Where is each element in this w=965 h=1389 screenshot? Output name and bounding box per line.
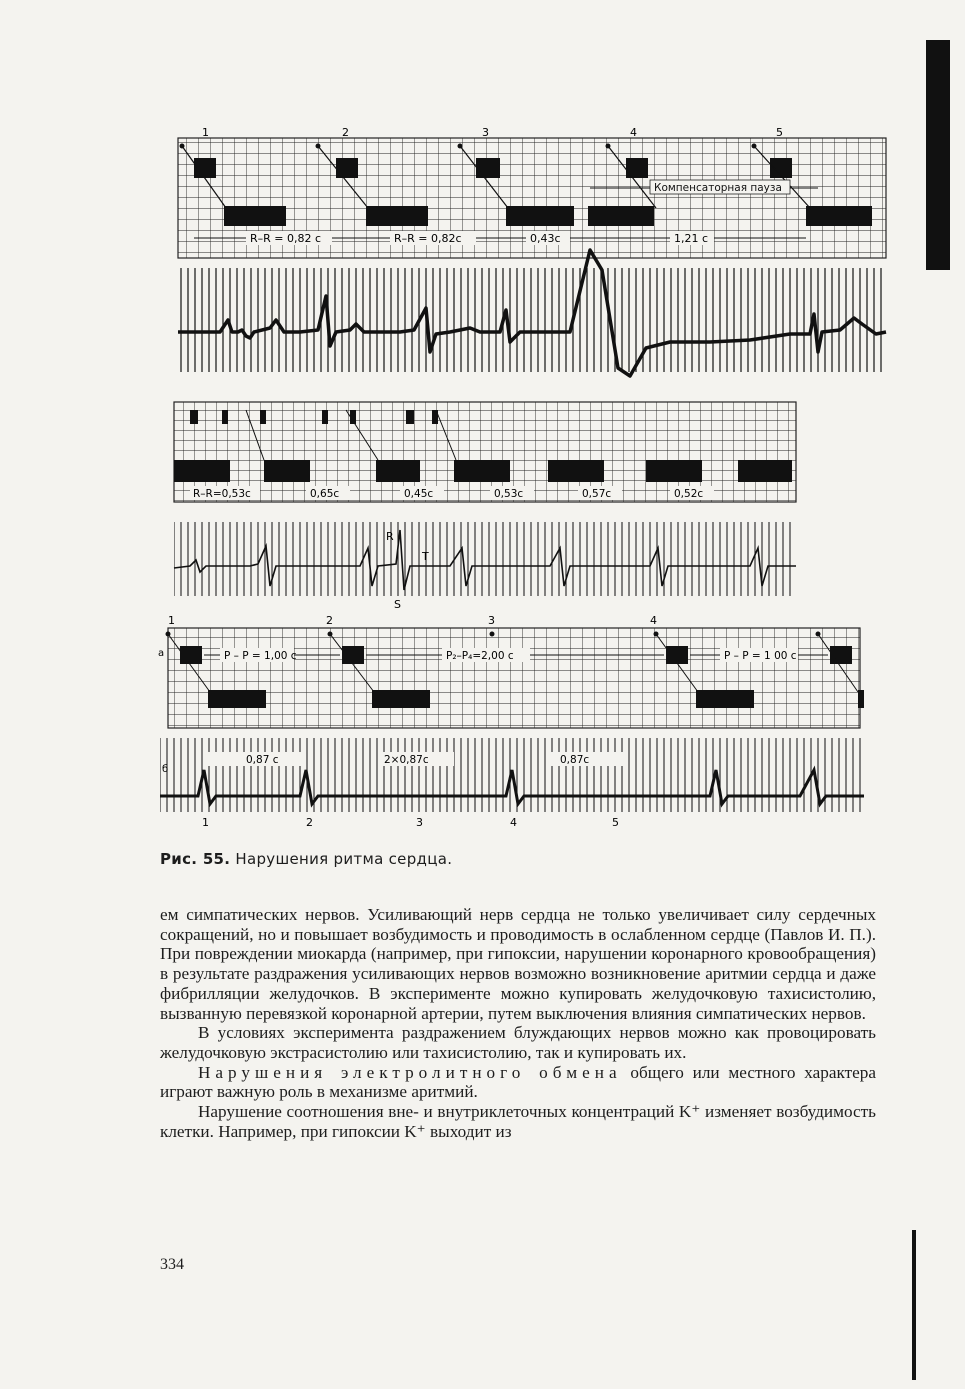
figure-caption [160,850,452,868]
interval-b-2: 0,65с [310,488,340,500]
beat-number: 5 [776,126,783,139]
paragraph: В условиях эксперимента раздражением блуждающих нервов можно как провоцировать желудочковую экстрасистолию или тахисистолию, так и купировать их. [160,1023,876,1062]
panel-a-ladder [178,126,886,258]
interval-a-3: 0,43с [530,232,561,245]
interval-c-low-2: 2×0,87с [384,754,429,766]
interval-a-4: 1,21 с [674,232,709,245]
interval-b-4: 0,53с [494,488,524,500]
compensatory-pause-label: Компенсаторная пауза [654,182,782,194]
caption-text: Нарушения ритма сердца. [235,850,453,868]
beat-number: 4 [630,126,637,139]
beat-number: 4 [510,816,517,829]
beat-number: 1 [202,126,209,139]
paragraph [160,1063,876,1102]
side-label-b: б [162,764,169,775]
panel-c-ladder [158,614,864,728]
page-edge-shadow [926,40,950,270]
interval-b-3: 0,45с [404,488,434,500]
beat-number: 5 [612,816,619,829]
beat-number: 1 [202,816,209,829]
figure-55 [150,120,890,840]
ecg-figure-svg [150,120,890,840]
panel-b-ecg [174,522,796,611]
beat-number: 4 [650,614,657,627]
interval-c-low-3: 0,87с [560,754,590,766]
wave-t-label: T [422,550,429,563]
paragraph: ем симпатических нервов. Усиливающий нерв сердца не только увеличивает силу сердечных сокращений, но и повышает возбудимость и проводимость в ослабленном сердце (Павлов И. П.). При повреждении миокарда (например, при гипоксии, нарушении коронарного кровообращения) в результате раздражения усиливающих нервов возможно возникновение аритмии сердца и даже фибрилляции желудочков. В эксперименте можно купировать желудочковую тахисистолию, вызванную перевязкой коронарной артерии, путем выключения влияния симпатических нервов. [160,905,876,1023]
body-text [160,905,876,1141]
beat-number: 2 [306,816,313,829]
wave-s-label: S [394,598,401,611]
beat-number: 1 [168,614,175,627]
spaced-heading: Нарушения электролитного обмена [198,1062,622,1082]
paragraph: Нарушение соотношения вне- и внутриклеточных концентраций K⁺ изменяет возбудимость клетки. Например, при гипоксии K⁺ выходит из [160,1102,876,1141]
interval-b-5: 0,57с [582,488,612,500]
beat-number: 2 [326,614,333,627]
page-number: 334 [160,1256,184,1273]
panel-a-ecg [178,250,886,376]
beat-number: 3 [482,126,489,139]
side-label-a: а [158,648,165,659]
beat-number: 3 [488,614,495,627]
beat-number: 3 [416,816,423,829]
page-edge-line [912,1230,916,1380]
interval-a-1: R–R = 0,82 с [250,232,322,245]
interval-b-6: 0,52с [674,488,704,500]
interval-c-1: P – P = 1,00 с [224,650,297,662]
interval-b-1: R–R=0,53с [193,488,251,500]
interval-a-2: R–R = 0,82с [394,232,462,245]
panel-c-ecg [160,738,864,829]
interval-c-low-1: 0,87 с [246,754,279,766]
interval-c-3: P – P = 1 00 с [724,650,797,662]
paragraph-rest: общего или местного характера играют важную роль в механизме аритмий. [160,1062,876,1102]
caption-label: Рис. 55. [160,850,231,868]
interval-c-2: P₂–P₄=2,00 с [446,650,514,662]
beat-number: 2 [342,126,349,139]
wave-r-label: R [386,530,394,543]
panel-b-ladder [174,402,796,502]
